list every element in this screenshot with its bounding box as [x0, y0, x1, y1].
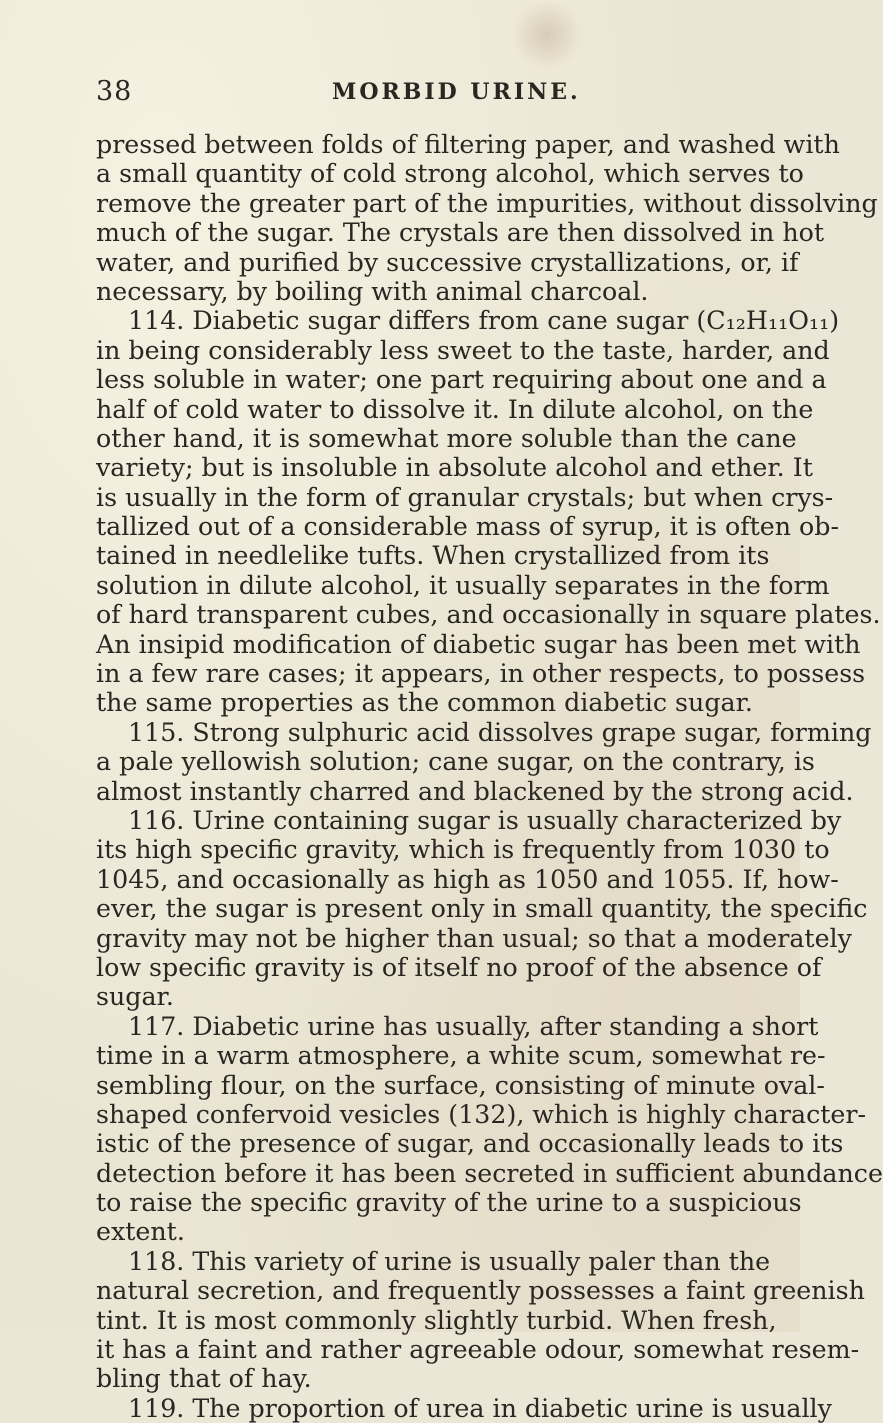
text-line: almost instantly charred and blackened by the strong acid.: [96, 776, 854, 806]
text-line: tallized out of a considerable mass of syrup, it is often ob-: [96, 512, 840, 542]
text-line: variety; but is insoluble in absolute alcohol and ether. It: [96, 453, 813, 483]
text-line: low specific gravity is of itself no proof of the absence of: [96, 952, 822, 982]
text-line: ever, the sugar is present only in small quantity, the specific: [96, 894, 868, 924]
text-line: in being considerably less sweet to the taste, harder, and: [96, 335, 830, 365]
text-line: time in a warm atmosphere, a white scum, somewhat re-: [96, 1041, 826, 1071]
text-line: 114. Diabetic sugar differs from cane sugar (C₁₂H₁₁O₁₁): [128, 306, 840, 336]
text-line: to raise the specific gravity of the urine to a suspicious: [96, 1188, 802, 1218]
running-head: MORBID URINE.: [332, 79, 581, 105]
page-number: 38: [96, 76, 133, 107]
text-line: other hand, it is somewhat more soluble than the cane: [96, 423, 797, 453]
text-line: necessary, by boiling with animal charcoal.: [96, 276, 649, 306]
page-header: [96, 76, 736, 116]
text-line: natural secretion, and frequently possesses a faint greenish: [96, 1276, 865, 1306]
text-line: 117. Diabetic urine has usually, after standing a short: [128, 1011, 819, 1041]
text-line: 119. The proportion of urea in diabetic urine is usually: [128, 1393, 832, 1423]
text-line: detection before it has been secreted in sufficient abundance: [96, 1158, 883, 1188]
text-line: An insipid modification of diabetic sugar has been met with: [96, 629, 861, 659]
text-line: a small quantity of cold strong alcohol, which serves to: [96, 159, 804, 189]
body-text: [96, 130, 883, 1423]
text-line: water, and purified by successive crystallizations, or, if: [96, 247, 799, 277]
text-line: 116. Urine containing sugar is usually characterized by: [128, 805, 842, 835]
text-line: it has a faint and rather agreeable odour, somewhat resem-: [96, 1335, 860, 1365]
text-line: bling that of hay.: [96, 1364, 312, 1394]
text-line: of hard transparent cubes, and occasionally in square plates.: [96, 600, 881, 630]
text-line: the same properties as the common diabetic sugar.: [96, 688, 753, 718]
text-line: much of the sugar. The crystals are then dissolved in hot: [96, 218, 825, 248]
text-line: half of cold water to dissolve it. In dilute alcohol, on the: [96, 394, 814, 424]
text-line: istic of the presence of sugar, and occasionally leads to its: [96, 1129, 844, 1159]
text-line: sembling flour, on the surface, consisting of minute oval-: [96, 1070, 825, 1100]
text-line: pressed between folds of filtering paper, and washed with: [96, 130, 840, 159]
text-line: in a few rare cases; it appears, in other respects, to possess: [96, 659, 866, 689]
text-line: is usually in the form of granular crystals; but when crys-: [96, 482, 834, 512]
text-line: extent.: [96, 1217, 185, 1247]
paper-stain: [512, 0, 582, 70]
text-line: solution in dilute alcohol, it usually separates in the form: [96, 570, 830, 600]
text-line: sugar.: [96, 982, 174, 1012]
text-line: tint. It is most commonly slightly turbid. When fresh,: [96, 1305, 777, 1335]
text-line: its high specific gravity, which is frequently from 1030 to: [96, 835, 830, 865]
text-line: tained in needlelike tufts. When crystallized from its: [96, 541, 770, 571]
text-line: less soluble in water; one part requiring about one and a: [96, 365, 827, 395]
text-line: 1045, and occasionally as high as 1050 and 1055. If, how-: [96, 864, 839, 894]
text-line: a pale yellowish solution; cane sugar, on the contrary, is: [96, 747, 815, 777]
text-line: 115. Strong sulphuric acid dissolves grape sugar, forming: [128, 717, 872, 747]
text-line: 118. This variety of urine is usually paler than the: [128, 1246, 771, 1276]
text-line: gravity may not be higher than usual; so that a moderately: [96, 923, 852, 953]
text-line: remove the greater part of the impurities, without dissolving: [96, 188, 878, 218]
text-line: shaped confervoid vesicles (132), which is highly character-: [96, 1099, 867, 1129]
